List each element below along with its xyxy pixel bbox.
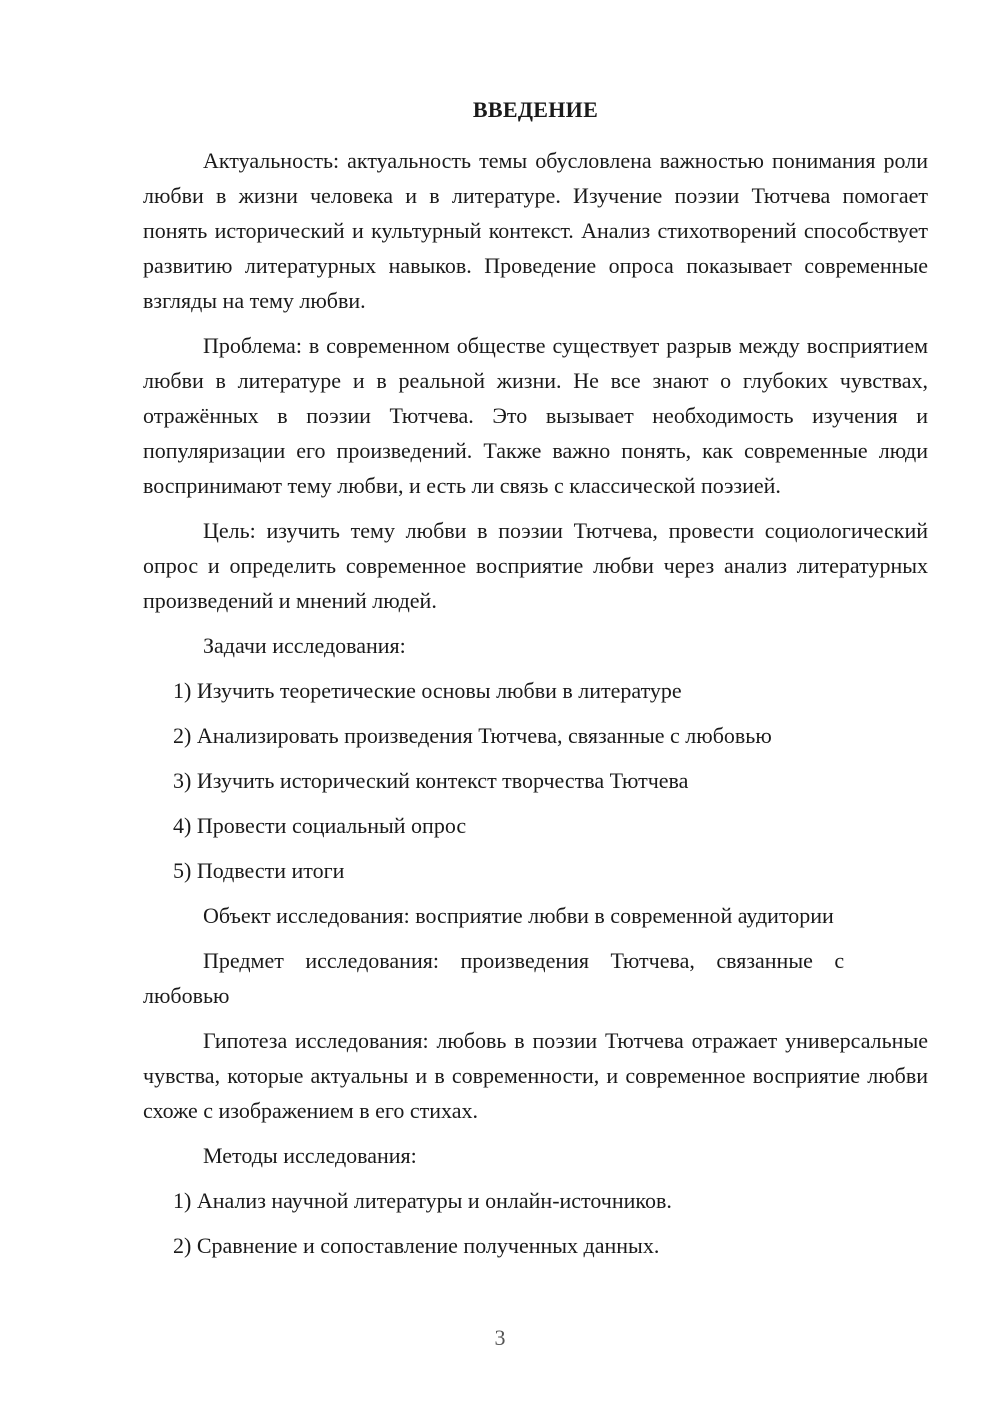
list-item: 1) Изучить теоретические основы любви в литературе <box>173 678 682 703</box>
list-item: 2) Сравнение и сопоставление полученных данных. <box>173 1233 660 1258</box>
goal-paragraph: Цель: изучить тему любви в поэзии Тютчева, провести социологический опрос и определить современное восприятие любви через анализ литературных произведений и мнений людей. <box>143 518 928 613</box>
problem-paragraph: Проблема: в современном обществе существует разрыв между восприятием любви в литературе и в реальной жизни. Не все знают о глубоких чувствах, отражённых в поэзии Тютчева. Это вызывает необходимость изучения и популяризации его произведений. Также важно понять, как современные люди воспринимают тему любви, и есть ли связь с классической поэзией. <box>143 333 928 498</box>
subject-paragraph: Предмет исследования: произведения Тютчева, связанные с любовью <box>143 948 845 1008</box>
methods-list <box>143 1183 928 1263</box>
tasks-heading: Задачи исследования: <box>203 633 406 658</box>
page-number: 3 <box>494 1325 506 1350</box>
list-item: 2) Анализировать произведения Тютчева, связанные с любовью <box>173 723 772 748</box>
document-page <box>143 95 928 1273</box>
hypothesis-paragraph: Гипотеза исследования: любовь в поэзии Тютчева отражает универсальные чувства, которые актуальны и в современности, и современное восприятие любви схоже с изображением в его стихах. <box>143 1028 928 1123</box>
page-title: ВВЕДЕНИЕ <box>472 97 599 122</box>
list-item: 1) Анализ научной литературы и онлайн-источников. <box>173 1188 672 1213</box>
list-item: 5) Подвести итоги <box>173 858 345 883</box>
list-item: 3) Изучить исторический контекст творчества Тютчева <box>173 768 689 793</box>
object-line: Объект исследования: восприятие любви в современной аудитории <box>203 903 834 928</box>
methods-heading: Методы исследования: <box>203 1143 417 1168</box>
list-item: 4) Провести социальный опрос <box>173 813 467 838</box>
tasks-list <box>143 673 928 888</box>
relevance-paragraph: Актуальность: актуальность темы обусловлена важностью понимания роли любви в жизни человека и в литературе. Изучение поэзии Тютчева помогает понять исторический и культурный контекст. Анализ стихотворений способствует развитию литературных навыков. Проведение опроса показывает современные взгляды на тему любви. <box>143 148 928 313</box>
